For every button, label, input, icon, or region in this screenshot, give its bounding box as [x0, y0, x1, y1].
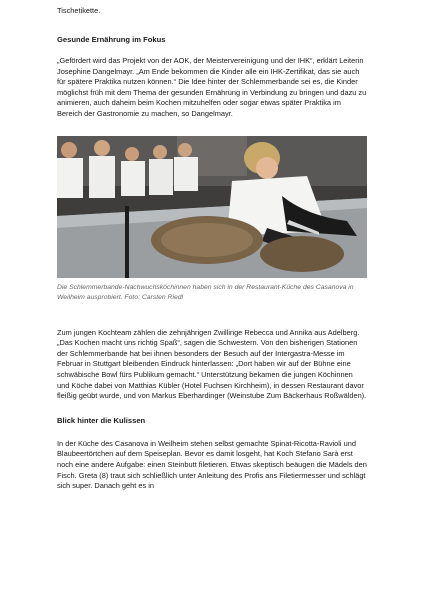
- section-heading-behind-scenes: Blick hinter die Kulissen: [57, 415, 146, 425]
- kitchen-photo-illustration: [57, 136, 367, 278]
- section-heading-nutrition: Gesunde Ernährung im Fokus: [57, 35, 166, 44]
- article-photo: [57, 136, 367, 278]
- intro-fragment: Tischetikette.: [57, 6, 101, 15]
- paragraph-project: „Gefördert wird das Projekt von der AOK, der Meistervereinigung und der IHK“, erklärt Leiterin Josephine Dangelmayr. „Am Ende bekommen die Kinder alle ein IHK-Zertifikat, das sie auch für spätere Praktika nutzen können.“ Die Idee hinter der Schlemmerbande sei es, die Kinder möglichst früh mit dem Thema der gesunden Ernährung in Verbindung zu bringen und dazu zu animieren, auch daheim beim Kochen mitzuhelfen oder sogar etwas später Praktika im Bereich der Gastronomie zu machen, so Dangelmayr.: [57, 56, 367, 118]
- photo-caption: Die Schlemmerbande-Nachwuchsköchinnen haben sich in der Restaurant-Küche des Casanova in Weilheim ausprobiert. Foto: Carsten Riedl: [57, 283, 354, 301]
- paragraph-kitchen: In der Küche des Casanova in Weilheim stehen selbst gemachte Spinat-Ricotta-Ravioli und Blaubeertörtchen auf dem Speiseplan. Bevor es damit losgeht, hat Koch Stefano Sarà erst noch eine andere Aufgabe: einen Steinbutt filetieren. Etwas skeptisch beäugen die Mädels den Fisch. Greta (8) traut sich schließlich unter Anleitung des Profis ans Filetiermesser und schlägt sich super. Danach geht es in: [57, 438, 367, 491]
- paragraph-team: Zum jungen Kochteam zählen die zehnjährigen Zwillinge Rebecca und Annika aus Adelberg. „Das Kochen macht uns richtig Spaß“, sagen die Schwestern. Von den bisherigen Stationen der Schlemmerbande hat bei ihnen besonders der Besuch auf der Intergastra-Messe im Februar in Stuttgart bleibenden Eindruck hinterlassen: „Dort haben wir auf der Bühne eine schwäbische Bowl fürs Publikum gemacht.“ Unterstützung bekamen die jungen Köchinnen und Köche dabei von Matthias Kübler (Hotel Fuchsen Kirchheim), in dessen Restaurant davor fleißig geübt wurde, und von Markus Eberhardinger (Weinstube Zum Bäckerhaus Roßwälden).: [57, 327, 367, 401]
